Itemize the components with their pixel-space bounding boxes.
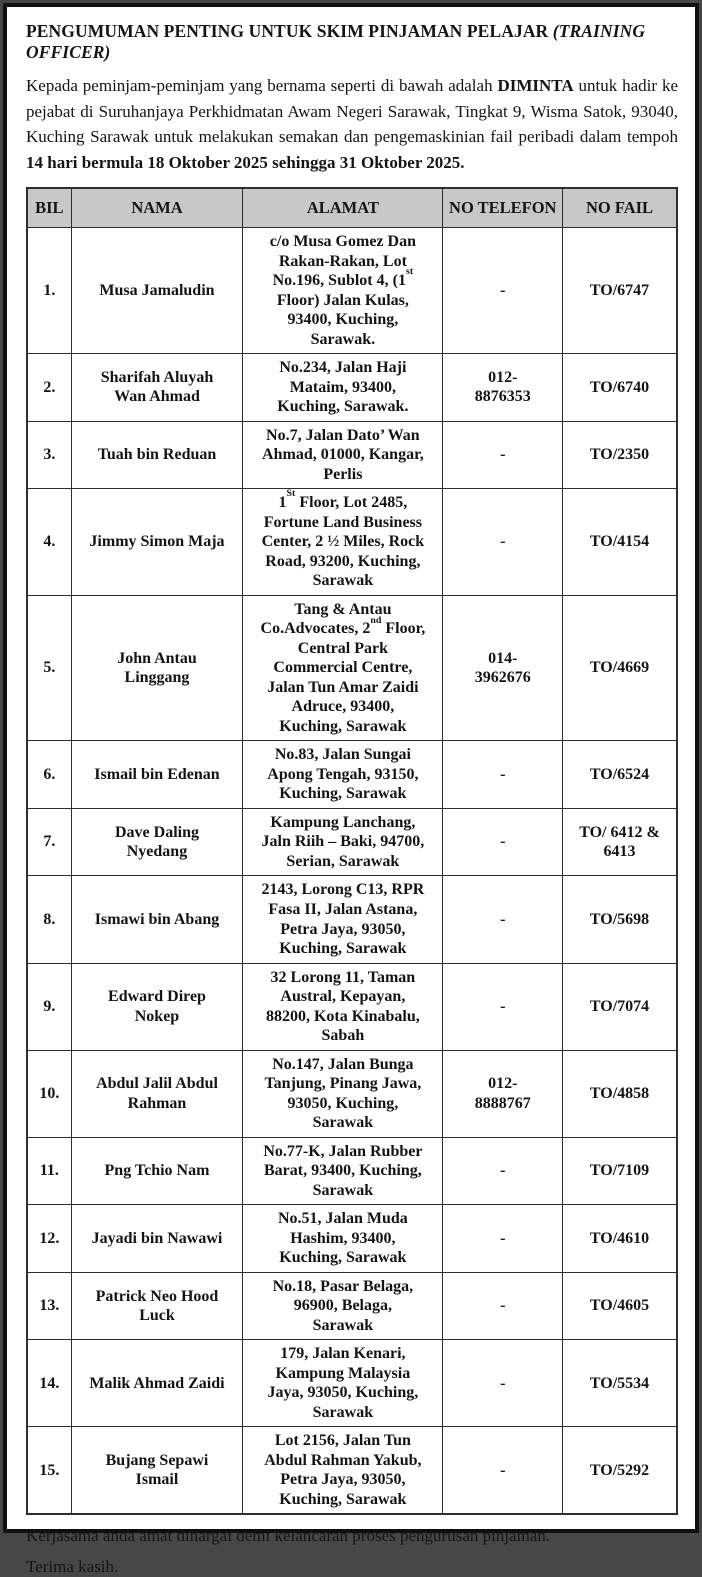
cell-fail: TO/6747 (563, 228, 677, 354)
cell-alamat: Tang & Antau Co.Advocates, 2nd Floor, Central Park Commercial Centre, Jalan Tun Amar Zaidi Adruce, 93400, Kuching, Sarawak (243, 595, 443, 741)
cell-alamat: No.83, Jalan Sungai Apong Tengah, 93150, Kuching, Sarawak (243, 741, 443, 809)
header-nama: NAMA (71, 188, 243, 228)
cell-alamat: 179, Jalan Kenari, Kampung Malaysia Jaya, 93050, Kuching, Sarawak (243, 1340, 443, 1427)
footer-thanks: Terima kasih. (26, 1557, 119, 1577)
cell-nama: Jimmy Simon Maja (71, 489, 243, 596)
cell-fail: TO/ 6412 & 6413 (563, 808, 677, 876)
page-title (26, 21, 678, 63)
cell-bil: 7. (27, 808, 71, 876)
cell-bil: 11. (27, 1137, 71, 1205)
cell-telefon: - (443, 808, 563, 876)
cell-fail: TO/2350 (563, 421, 677, 489)
cell-alamat: Kampung Lanchang, Jaln Riih – Baki, 94700, Serian, Sarawak (243, 808, 443, 876)
cell-alamat: No.7, Jalan Dato’ Wan Ahmad, 01000, Kangar, Perlis (243, 421, 443, 489)
cell-nama: John Antau Linggang (71, 595, 243, 741)
cell-fail: TO/4610 (563, 1205, 677, 1273)
cell-bil: 4. (27, 489, 71, 596)
cell-nama: Sharifah Aluyah Wan Ahmad (71, 354, 243, 422)
cell-fail: TO/4669 (563, 595, 677, 741)
table-header-row (27, 188, 677, 228)
cell-bil: 3. (27, 421, 71, 489)
table-row (27, 963, 677, 1050)
borrowers-table (26, 187, 678, 1515)
table-row (27, 595, 677, 741)
cell-bil: 12. (27, 1205, 71, 1273)
cell-nama: Bujang Sepawi Ismail (71, 1427, 243, 1515)
cell-fail: TO/5698 (563, 876, 677, 963)
cell-bil: 14. (27, 1340, 71, 1427)
cell-telefon: - (443, 1340, 563, 1427)
table-row (27, 421, 677, 489)
cell-alamat: No.18, Pasar Belaga, 96900, Belaga, Sarawak (243, 1272, 443, 1340)
cell-telefon: - (443, 489, 563, 596)
table-row (27, 1205, 677, 1273)
cell-nama: Jayadi bin Nawawi (71, 1205, 243, 1273)
cell-fail: TO/5534 (563, 1340, 677, 1427)
table-row (27, 1340, 677, 1427)
cell-alamat: 1St Floor, Lot 2485, Fortune Land Business Center, 2 ½ Miles, Rock Road, 93200, Kuching, Sarawak (243, 489, 443, 596)
cell-alamat: No.77-K, Jalan Rubber Barat, 93400, Kuching, Sarawak (243, 1137, 443, 1205)
table-row (27, 876, 677, 963)
header-bil: BIL (27, 188, 71, 228)
footer-cooperation-note: Kerjasama anda amat dihargai demi kelancaran proses pengurusan pinjaman. (26, 1526, 551, 1546)
cell-bil: 8. (27, 876, 71, 963)
cell-bil: 9. (27, 963, 71, 1050)
cell-telefon: - (443, 421, 563, 489)
table-row (27, 489, 677, 596)
table-row (27, 808, 677, 876)
cell-nama: Ismawi bin Abang (71, 876, 243, 963)
cell-telefon: 012- 8876353 (443, 354, 563, 422)
cell-alamat: No.51, Jalan Muda Hashim, 93400, Kuching, Sarawak (243, 1205, 443, 1273)
cell-nama: Ismail bin Edenan (71, 741, 243, 809)
cell-nama: Musa Jamaludin (71, 228, 243, 354)
cell-fail: TO/7109 (563, 1137, 677, 1205)
intro-paragraph (26, 73, 678, 175)
cell-telefon: - (443, 1205, 563, 1273)
intro-bold-segment: 14 hari bermula 18 Oktober 2025 sehingga 31 Oktober 2025. (26, 152, 465, 172)
cell-telefon: - (443, 228, 563, 354)
table-row (27, 1050, 677, 1137)
cell-nama: Edward Direp Nokep (71, 963, 243, 1050)
cell-alamat: c/o Musa Gomez Dan Rakan-Rakan, Lot No.196, Sublot 4, (1st Floor) Jalan Kulas, 93400, Kuching, Sarawak. (243, 228, 443, 354)
table-row (27, 1427, 677, 1515)
cell-telefon: 012- 8888767 (443, 1050, 563, 1137)
cell-fail: TO/4858 (563, 1050, 677, 1137)
cell-alamat: 32 Lorong 11, Taman Austral, Kepayan, 88200, Kota Kinabalu, Sabah (243, 963, 443, 1050)
cell-bil: 5. (27, 595, 71, 741)
cell-fail: TO/4605 (563, 1272, 677, 1340)
table-row (27, 228, 677, 354)
cell-nama: Tuah bin Reduan (71, 421, 243, 489)
cell-nama: Abdul Jalil Abdul Rahman (71, 1050, 243, 1137)
intro-bold-segment: DIMINTA (497, 76, 574, 95)
header-no-fail: NO FAIL (563, 188, 677, 228)
intro-segment: untuk hadir ke pejabat di Suruhanjaya Perkhidmatan Awam Negeri Sarawak, Tingkat 9, Wisma Satok, 93040, Kuching Sarawak untuk melakukan semakan dan pengemaskinian fail peribadi dalam tempoh (26, 76, 678, 146)
cell-bil: 6. (27, 741, 71, 809)
table-row (27, 1137, 677, 1205)
page-title-officer: (TRAINING OFFICER) (26, 21, 646, 62)
cell-telefon: - (443, 1272, 563, 1340)
cell-bil: 10. (27, 1050, 71, 1137)
cell-telefon: 014- 3962676 (443, 595, 563, 741)
cell-nama: Malik Ahmad Zaidi (71, 1340, 243, 1427)
table-row (27, 1272, 677, 1340)
cell-bil: 15. (27, 1427, 71, 1515)
cell-telefon: - (443, 876, 563, 963)
announcement-page (3, 3, 699, 1577)
cell-bil: 13. (27, 1272, 71, 1340)
cell-bil: 1. (27, 228, 71, 354)
table-row (27, 741, 677, 809)
cell-alamat: Lot 2156, Jalan Tun Abdul Rahman Yakub, Petra Jaya, 93050, Kuching, Sarawak (243, 1427, 443, 1515)
table-row (27, 354, 677, 422)
cell-telefon: - (443, 1427, 563, 1515)
cell-fail: TO/6524 (563, 741, 677, 809)
cell-alamat: 2143, Lorong C13, RPR Fasa II, Jalan Astana, Petra Jaya, 93050, Kuching, Sarawak (243, 876, 443, 963)
cell-alamat: No.147, Jalan Bunga Tanjung, Pinang Jawa, 93050, Kuching, Sarawak (243, 1050, 443, 1137)
intro-segment: Kepada peminjam-peminjam yang bernama seperti di bawah adalah (26, 76, 498, 95)
header-alamat: ALAMAT (243, 188, 443, 228)
cell-alamat: No.234, Jalan Haji Mataim, 93400, Kuching, Sarawak. (243, 354, 443, 422)
cell-fail: TO/5292 (563, 1427, 677, 1515)
cell-telefon: - (443, 1137, 563, 1205)
cell-telefon: - (443, 741, 563, 809)
header-no-telefon: NO TELEFON (443, 188, 563, 228)
cell-nama: Png Tchio Nam (71, 1137, 243, 1205)
cell-fail: TO/4154 (563, 489, 677, 596)
cell-bil: 2. (27, 354, 71, 422)
cell-nama: Patrick Neo Hood Luck (71, 1272, 243, 1340)
cell-fail: TO/7074 (563, 963, 677, 1050)
cell-telefon: - (443, 963, 563, 1050)
page-title-main: PENGUMUMAN PENTING UNTUK SKIM PINJAMAN PELAJAR (26, 21, 553, 41)
cell-fail: TO/6740 (563, 354, 677, 422)
cell-nama: Dave Daling Nyedang (71, 808, 243, 876)
